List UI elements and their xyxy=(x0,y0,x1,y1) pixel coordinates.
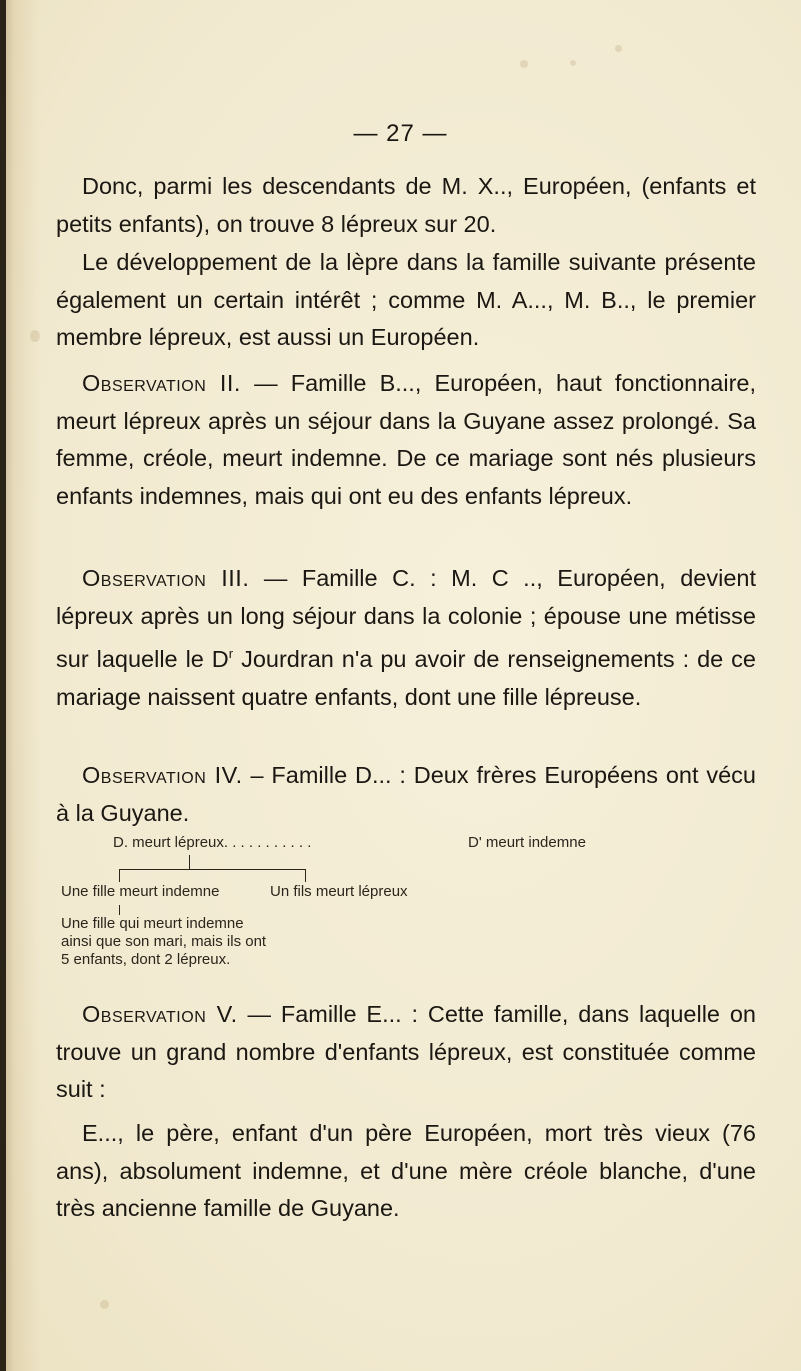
paragraph-descendants: Donc, parmi les descendants de M. X.., Européen, (enfants et petits enfants), on trouve 8 lépreux sur 20. xyxy=(56,173,756,237)
genealogy-child-left: Une fille meurt indemne xyxy=(61,883,220,900)
genealogy-descent-line xyxy=(189,855,190,869)
observation-3-label: Observation III. xyxy=(82,565,250,591)
genealogy-descent-line-2 xyxy=(119,905,120,915)
paragraph-development: Le développement de la lèpre dans la famille suivante présente également un certain intérêt ; comme M. A..., M. B.., le premier membre lépreux, est aussi un Européen. xyxy=(56,249,756,351)
genealogy-left-brother: D. meurt lépreux. . . . . . . . . . . xyxy=(113,834,312,851)
observation-3-text-a: — Famille C. : M. C .., Européen, devient lépreux après un long séjour dans la colonie ; épouse une métisse sur laquelle le D xyxy=(56,565,756,673)
observation-3-text-b: Jourdran n'a pu avoir de renseignements : de ce mariage naissent quatre enfants, dont une fille lépreuse. xyxy=(56,646,756,710)
genealogy-right-brother: D' meurt indemne xyxy=(468,834,586,851)
observation-2-text: — Famille B..., Européen, haut fonctionnaire, meurt lépreux après un séjour dans la Guyane assez prolongé. Sa femme, créole, meurt indemne. De ce mariage sont nés plusieurs enfants indemnes, mais qui ont eu des enfants lépreux. xyxy=(56,370,756,510)
observation-3-superscript: r xyxy=(228,646,234,662)
genealogy-sibling-line xyxy=(119,869,306,870)
genealogy-grandchild-line-3: 5 enfants, dont 2 lépreux. xyxy=(61,951,231,968)
genealogy-grandchild-line-2: ainsi que son mari, mais ils ont xyxy=(61,933,267,950)
genealogy-branch-left xyxy=(119,869,120,882)
observation-2-label: Observation II. xyxy=(82,370,241,396)
observation-4-text: – Famille D... : Deux frères Européens ont vécu à la Guyane. xyxy=(56,762,756,826)
observation-4-label: Observation IV. xyxy=(82,762,243,788)
genealogy-branch-right xyxy=(305,869,306,882)
observation-5 xyxy=(56,996,756,1109)
page-number: — 27 — xyxy=(353,120,448,147)
observation-5-label: Observation V. xyxy=(82,1001,238,1027)
observation-5-text: — Famille E... : Cette famille, dans laquelle on trouve un grand nombre d'enfants lépreux, est constituée comme suit : xyxy=(56,1001,756,1103)
genealogy-grandchild-line-1: Une fille qui meurt indemne xyxy=(61,915,244,932)
paragraph-family-e: E..., le père, enfant d'un père Européen, mort très vieux (76 ans), absolument indemne, et d'une mère créole blanche, d'une très ancienne famille de Guyane. xyxy=(56,1120,756,1222)
genealogy-child-right: Un fils meurt lépreux xyxy=(270,883,408,900)
